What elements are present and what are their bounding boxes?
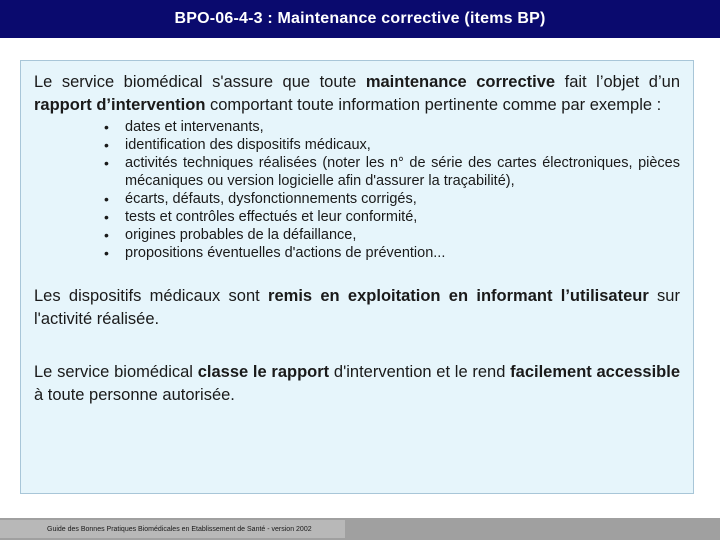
bullet-icon: • — [104, 155, 109, 171]
list-item — [104, 208, 680, 226]
bullet-icon: • — [104, 245, 109, 261]
title-bar — [0, 0, 720, 38]
bullet-icon: • — [104, 137, 109, 153]
list-item-text: identification des dispositifs médicaux, — [125, 137, 371, 153]
para3-text-1: Le service biomédical — [34, 363, 198, 381]
footer-panel — [0, 520, 345, 538]
archive-paragraph — [34, 361, 680, 407]
exploitation-paragraph — [34, 285, 680, 331]
list-item — [104, 226, 680, 244]
list-item-text: écarts, défauts, dysfonctionnements corrigés, — [125, 191, 417, 207]
bullet-list — [34, 118, 680, 262]
intro-text-1: Le service biomédical s'assure que toute — [34, 73, 366, 91]
para2-text-2: sur l'activité réalisée. — [34, 287, 680, 328]
list-item — [104, 136, 680, 154]
bullet-icon: • — [104, 227, 109, 243]
para3-bold-1: classe le rapport — [197, 363, 330, 381]
list-item — [104, 244, 680, 262]
bullet-icon: • — [104, 191, 109, 207]
para3-text-2: d'intervention et le rend — [329, 363, 511, 381]
content-box — [20, 60, 694, 494]
intro-bold-2: rapport d’intervention — [34, 96, 206, 114]
list-item-text: origines probables de la défaillance, — [125, 227, 357, 243]
para3-bold-2: facilement accessible — [510, 363, 680, 381]
para2-text-1: Les dispositifs médicaux sont — [34, 287, 269, 305]
footer-text: Guide des Bonnes Pratiques Biomédicales en Etablissement de Santé - version 2002 — [47, 525, 312, 533]
list-item-text: dates et intervenants, — [125, 119, 264, 135]
list-item-text: activités techniques réalisées (noter les n° de série des cartes électroniques, pièces mécaniques ou version logicielle afin d'assurer la traçabilité), — [125, 155, 680, 189]
bullet-icon: • — [104, 209, 109, 225]
intro-paragraph — [34, 71, 680, 117]
list-item — [104, 118, 680, 136]
para3-text-3: à toute personne autorisée. — [34, 386, 235, 404]
intro-bold-1: maintenance corrective — [365, 73, 556, 91]
list-item — [104, 154, 680, 190]
intro-text-3: comportant toute information pertinente comme par exemple : — [205, 96, 662, 114]
list-item-text: propositions éventuelles d'actions de prévention... — [125, 245, 446, 261]
list-item — [104, 190, 680, 208]
intro-text-2: fait l’objet d’un — [555, 73, 680, 91]
bullet-icon: • — [104, 119, 109, 135]
para2-bold-1: remis en exploitation en informant l’utilisateur — [268, 287, 649, 305]
list-item-text: tests et contrôles effectués et leur conformité, — [125, 209, 418, 225]
footer-bar — [0, 518, 720, 540]
page-title: BPO-06-4-3 : Maintenance corrective (items BP) — [174, 10, 546, 27]
